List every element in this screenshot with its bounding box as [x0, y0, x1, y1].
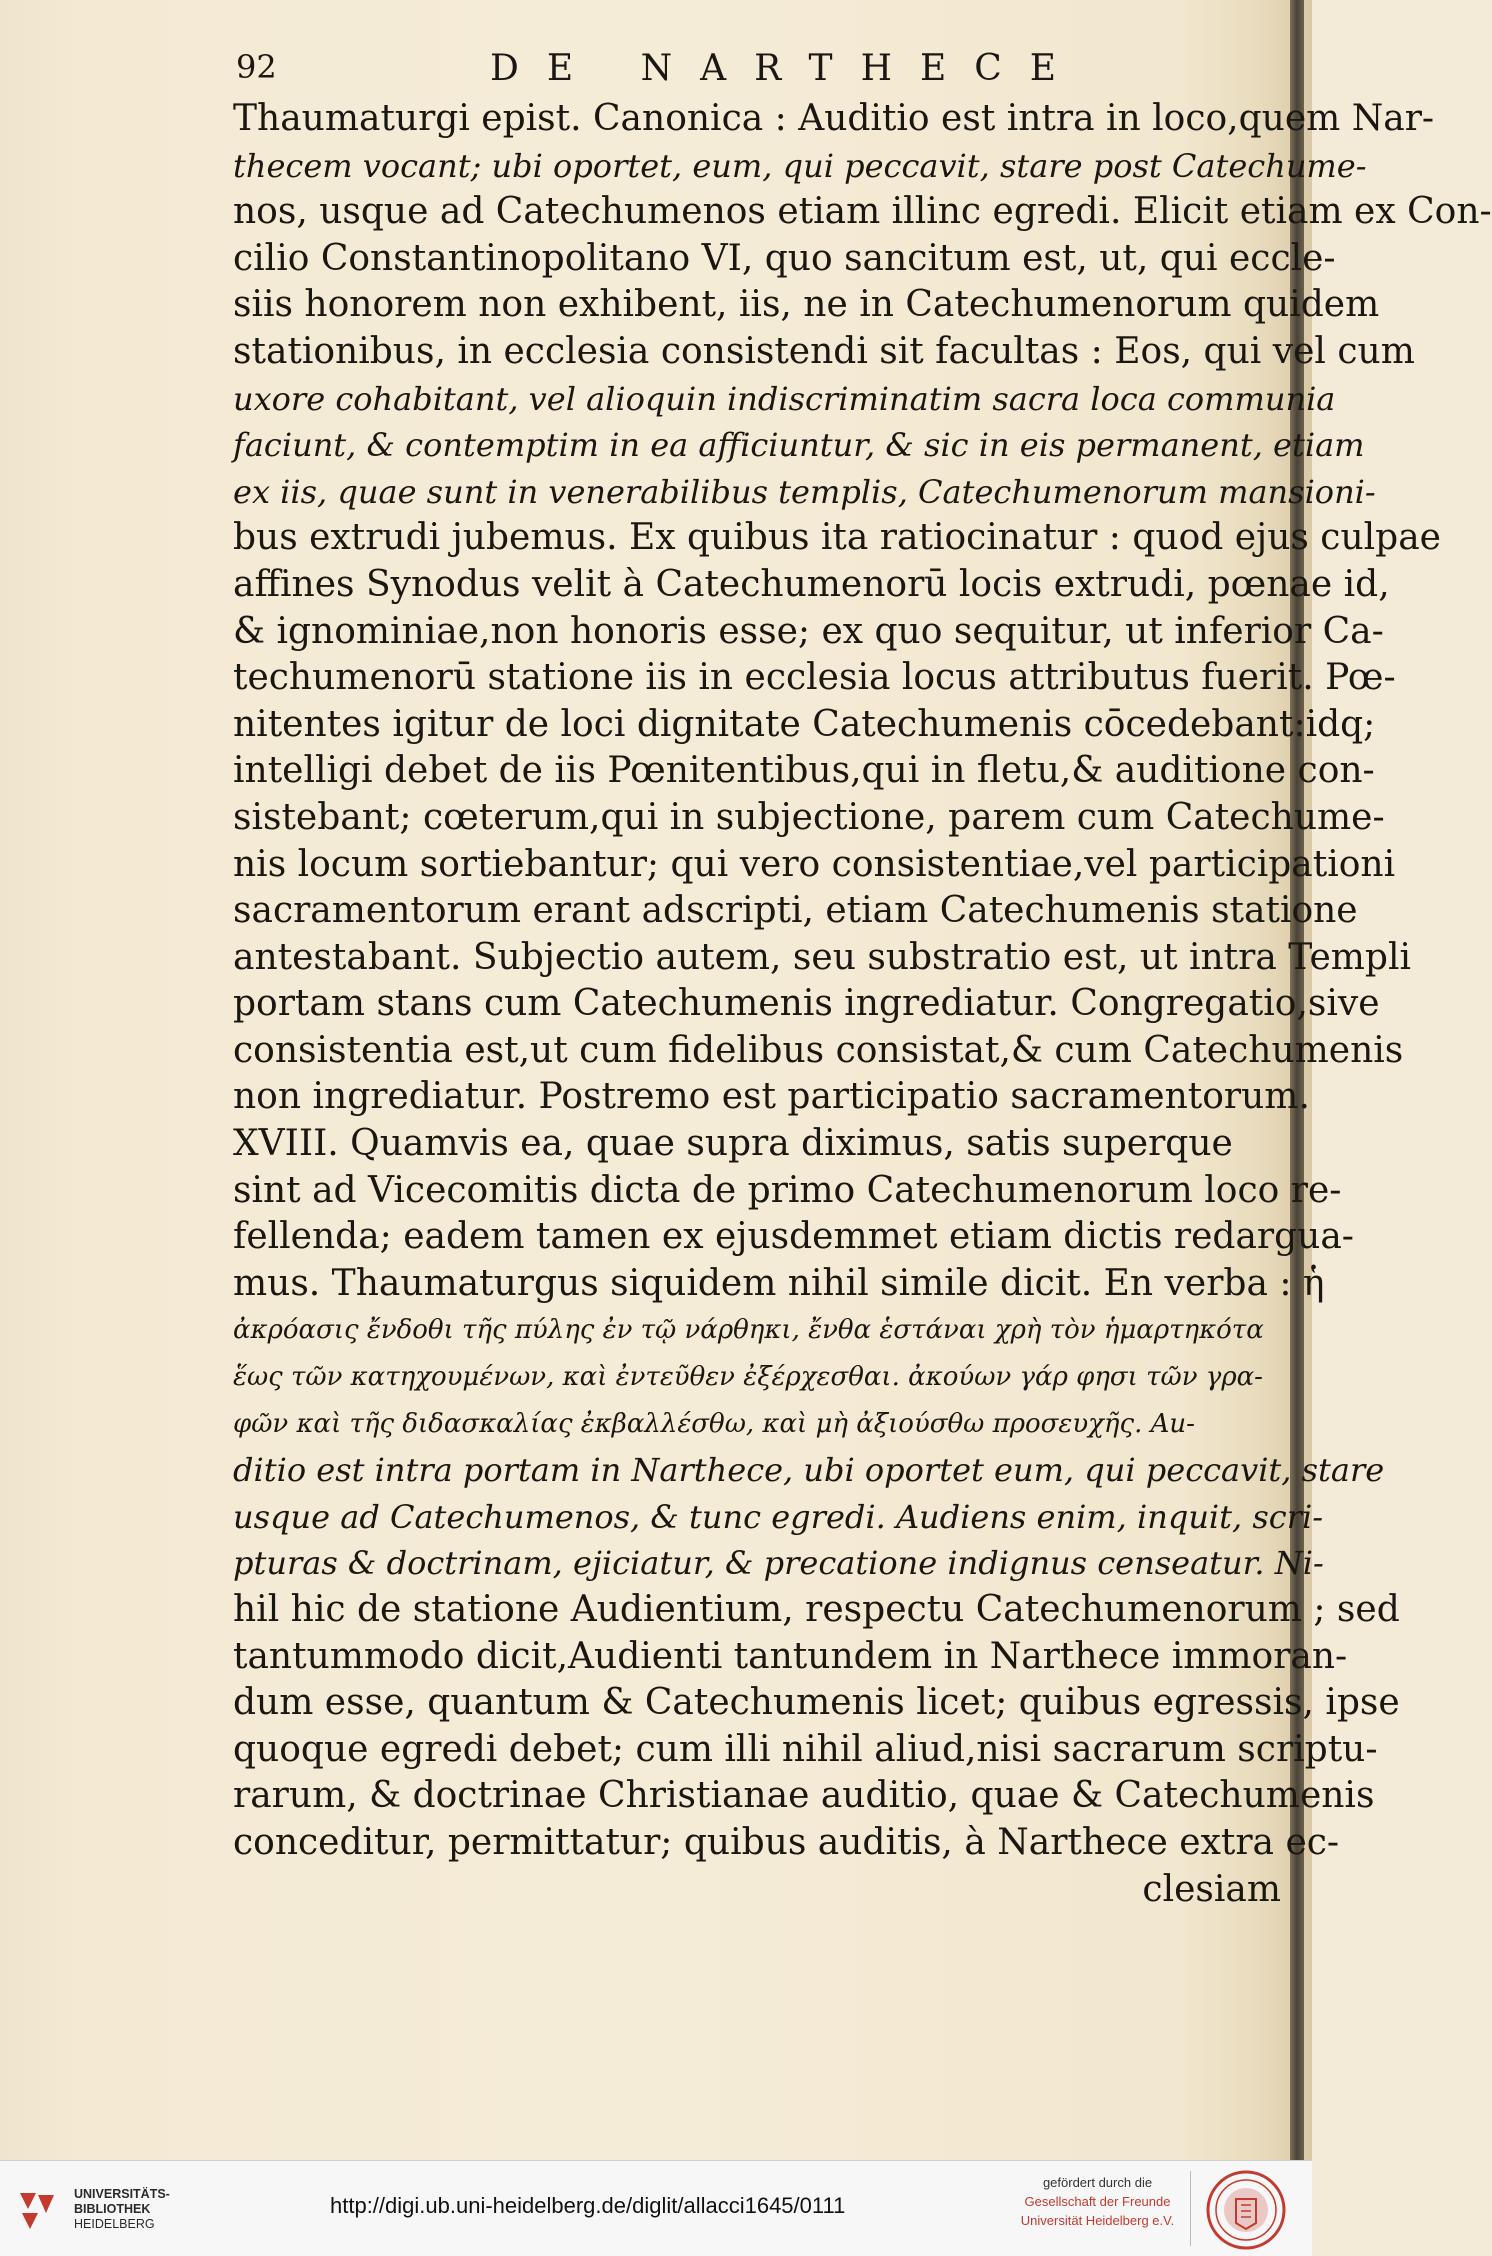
text-line: non ingrediatur. Postremo est participatio sacramentorum. [233, 1076, 1310, 1118]
text-line: ἕως τῶν κατηχουμένων, καὶ ἐντεῦθεν ἐξέρχεσθαι. ἀκούων γάρ φησι τῶν γρα- [233, 1362, 1263, 1393]
text-line: techumenorū statione iis in ecclesia locus attributus fuerit. Pœ- [233, 657, 1396, 699]
text-line: rarum, & doctrinae Christianae auditio, quae & Catechumenis [233, 1775, 1375, 1817]
text-line: hil hic de statione Audientium, respectu Catechumenorum ; sed [233, 1589, 1400, 1630]
text-line: clesiam [1142, 1868, 1281, 1910]
text-line: dum esse, quantum & Catechumenis licet; quibus egressis, ipse [233, 1682, 1400, 1724]
text-line: nos, usque ad Catechumenos etiam illinc egredi. Elicit etiam ex Con- [233, 191, 1492, 233]
text-line: ἀκρόασις ἔνδοθι τῆς πύλης ἐν τῷ νάρθηκι, ἔνθα ἑστάναι χρὴ τὸν ἡμαρτηκότα [233, 1315, 1264, 1346]
library-logo-icon[interactable] [14, 2185, 64, 2235]
sponsor-line3: Universität Heidelberg e.V. [1020, 2213, 1175, 2228]
page-header [0, 48, 1312, 98]
text-line: affines Synodus velit à Catechumenorū locis extrudi, pœnae id, [233, 563, 1390, 605]
text-line: uxore cohabitant, vel alioquin indiscriminatim sacra loca communia [233, 379, 1336, 418]
library-name[interactable] [74, 2187, 170, 2232]
text-line: XVIII. Quamvis ea, quae supra diximus, satis superque [233, 1123, 1233, 1165]
text-line: antestabant. Subjectio autem, seu substratio est, ut intra Templi [233, 936, 1411, 978]
page-number: 92 [236, 48, 277, 86]
text-line: conceditur, permittatur; quibus auditis, à Narthece extra ec- [233, 1821, 1340, 1863]
footer-divider [1190, 2171, 1191, 2246]
text-line: faciunt, & contemptim in ea afficiuntur, & sic in eis permanent, etiam [233, 426, 1365, 465]
footer-bar [0, 2160, 1312, 2256]
text-line: sint ad Vicecomitis dicta de primo Catechumenorum loco re- [233, 1169, 1342, 1211]
permalink-url[interactable]: http://digi.ub.uni-heidelberg.de/diglit/allacci1645/0111 [330, 2193, 846, 2218]
sponsor-line1: gefördert durch die [1042, 2175, 1153, 2190]
library-name-line3: HEIDELBERG [74, 2217, 155, 2231]
text-line: sacramentorum erant adscripti, etiam Catechumenis statione [233, 890, 1358, 932]
text-line: siis honorem non exhibent, iis, ne in Catechumenorum quidem [233, 284, 1380, 326]
text-line: intelligi debet de iis Pœnitentibus,qui in fletu,& auditione con- [233, 750, 1375, 792]
text-line: pturas & doctrinam, ejiciatur, & precatione indignus censeatur. Ni- [233, 1544, 1324, 1583]
text-line: tantummodo dicit,Audienti tantundem in Narthece immoran- [233, 1635, 1348, 1677]
running-title: DE NARTHECE [490, 48, 1085, 89]
text-line: usque ad Catechumenos, & tunc egredi. Audiens enim, inquit, scri- [233, 1497, 1324, 1536]
text-line: mus. Thaumaturgus siquidem nihil simile dicit. En verba : ἡ [233, 1262, 1325, 1304]
university-seal-icon[interactable] [1205, 2169, 1287, 2251]
text-line: portam stans cum Catechumenis ingrediatur. Congregatio,sive [233, 983, 1380, 1025]
text-line: nitentes igitur de loci dignitate Catechumenis cōcedebant:idq; [233, 703, 1376, 745]
library-name-line1: UNIVERSITÄTS- [74, 2187, 170, 2201]
text-line: ex iis, quae sunt in venerabilibus templis, Catechumenorum mansioni- [233, 472, 1376, 511]
sponsor-text[interactable] [1015, 2173, 1180, 2230]
body-text [233, 96, 1492, 1913]
text-line: sistebant; cœterum,qui in subjectione, parem cum Catechume- [233, 796, 1385, 838]
text-line: stationibus, in ecclesia consistendi sit facultas : Eos, qui vel cum [233, 330, 1415, 372]
text-line: cilio Constantinopolitano VI, quo sancitum est, ut, qui eccle- [233, 237, 1336, 279]
text-line: thecem vocant; ubi oportet, eum, qui peccavit, stare post Catechume- [233, 146, 1367, 185]
text-line: & ignominiae,non honoris esse; ex quo sequitur, ut inferior Ca- [233, 610, 1384, 652]
text-line: consistentia est,ut cum fidelibus consistat,& cum Catechumenis [233, 1029, 1404, 1071]
text-line: quoque egredi debet; cum illi nihil aliud,nisi sacrarum scriptu- [233, 1728, 1378, 1770]
text-line: fellenda; eadem tamen ex ejusdemmet etiam dictis redargua- [233, 1216, 1354, 1258]
sponsor-line2: Gesellschaft der Freunde [1024, 2194, 1171, 2209]
text-line: Thaumaturgi epist. Canonica : Auditio est intra in loco,quem Nar- [233, 98, 1435, 139]
text-line: ditio est intra portam in Narthece, ubi oportet eum, qui peccavit, stare [233, 1451, 1385, 1490]
library-name-line2: BIBLIOTHEK [74, 2202, 151, 2216]
text-line: bus extrudi jubemus. Ex quibus ita ratiocinatur : quod ejus culpae [233, 517, 1441, 559]
text-line: nis locum sortiebantur; qui vero consistentiae,vel participationi [233, 843, 1396, 885]
text-line: φῶν καὶ τῆς διδασκαλίας ἐκβαλλέσθω, καὶ μὴ ἀξιούσθω προσευχῆς. Au- [233, 1408, 1195, 1439]
